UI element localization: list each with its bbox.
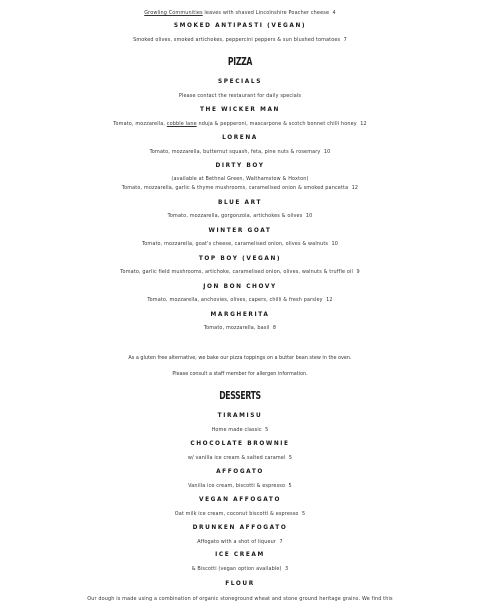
gluten-free-note: As a gluten free alternative, we bake our pizza toppings on a butter bean stew in the oven. [128,355,352,361]
item-name-smoked-antipasti: SMOKED ANTIPASTI (VEGAN) [173,23,307,29]
top-partial-line: Growling Communities leaves with shaved Lincolnshire Poacher cheese 4 [144,10,336,16]
item-name-specials: SPECIALS [218,79,262,85]
cobble-lane-link[interactable]: cobble lane [166,121,197,127]
item-name-margherita: MARGHERITA [210,312,270,318]
section-title-desserts: DESSERTS [219,389,261,402]
growling-communities-link[interactable]: Growling Communities [144,10,203,16]
item-name-blue-art: BLUE ART [217,200,263,206]
flour-partial-text: Our dough is made using a combination of organic stoneground wheat and stone ground heritage grains. We find this [87,596,393,602]
item-desc-dirty-boy: Tomato, mozzarella, garlic & thyme mushrooms, caramelised onion & smoked pancetta 12 [121,185,359,191]
item-desc-margherita: Tomato, mozzarella, basil 8 [203,325,277,331]
item-desc-smoked-antipasti: Smoked olives, smoked artichokes, peppercini peppers & sun blushed tomatoes 7 [133,37,347,43]
item-name-affogato: AFFOGATO [216,469,264,475]
item-name-vegan-affogato: VEGAN AFFOGATO [199,497,281,503]
item-desc-drunken-affogato: Affogato with a shot of liqueur 7 [197,539,283,545]
item-desc-winter-goat: Tomato, mozzarella, goat's cheese, caramelised onion, olives & walnuts 10 [141,241,339,247]
item-desc-top-boy: Tomato, garlic field mushrooms, artichoke, caramelised onion, olives, walnuts & truffle oil 9 [120,269,360,275]
item-name-ice-cream: ICE CREAM [215,552,265,558]
item-desc-blue-art: Tomato, mozzarella, gorgonzola, artichokes & olives 10 [167,213,313,219]
item-name-drunken-affogato: DRUNKEN AFFOGATO [192,525,288,531]
item-desc-ice-cream: & Biscotti (vegan option available) 3 [191,566,289,572]
item-desc-vegan-affogato: Oat milk ice cream, coconut biscotti & espresso 5 [174,511,306,517]
section-title-pizza: PIZZA [227,55,253,68]
item-desc-tiramisu: Home made classic 5 [211,427,269,433]
item-name-jon-bon-chovy: JON BON CHOVY [203,284,277,290]
item-name-wicker-man: THE WICKER MAN [199,107,281,113]
item-desc-specials: Please contact the restaurant for daily specials [178,93,302,99]
item-name-chocolate-brownie: CHOCOLATE BROWNIE [190,441,290,447]
item-desc-lorena: Tomato, mozzarella, butternut squash, feta, pine nuts & rosemary 10 [149,149,331,155]
item-subdesc-dirty-boy: (available at Bethnal Green, Walthamstow & Hoxton) [171,176,309,182]
item-desc-affogato: Vanilla ice cream, biscotti & espresso 5 [188,483,292,489]
item-name-flour: FLOUR [225,581,255,587]
item-name-dirty-boy: DIRTY BOY [215,163,265,169]
item-name-winter-goat: WINTER GOAT [208,228,272,234]
allergen-note: Please consult a staff member for allergen information. [172,371,308,377]
item-desc-jon-bon-chovy: Tomato, mozzarella, anchovies, olives, capers, chilli & fresh parsley 12 [147,297,333,303]
item-desc-wicker-man: Tomato, mozzarella, cobble lane nduja & pepperoni, mascarpone & scotch bonnet chilli honey 12 [113,121,367,127]
item-name-top-boy: TOP BOY (VEGAN) [198,256,282,262]
item-name-lorena: LORENA [222,135,258,141]
item-desc-chocolate-brownie: w/ vanilla ice cream & salted caramel 5 [187,455,293,461]
item-name-tiramisu: TIRAMISU [217,413,263,419]
